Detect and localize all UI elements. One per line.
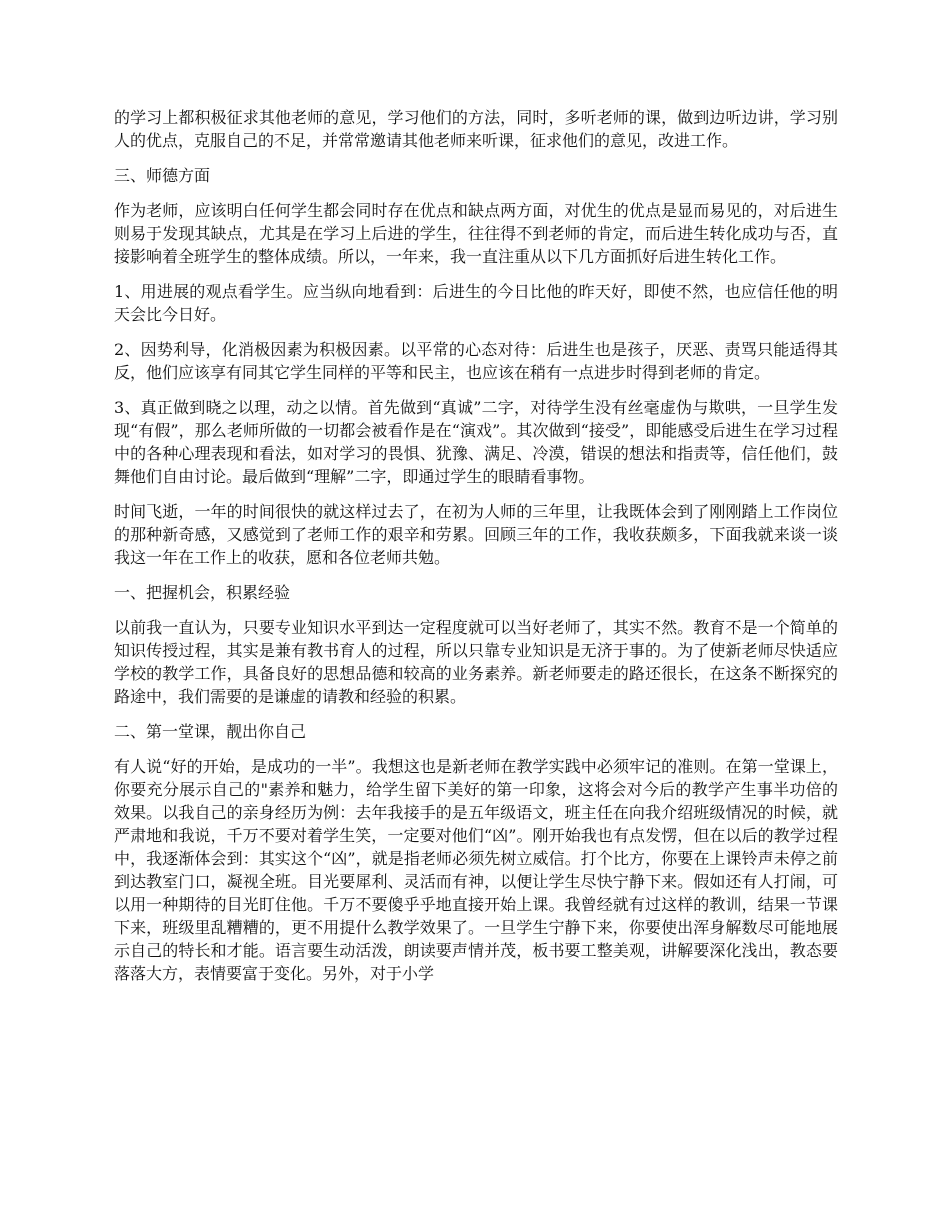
paragraph: 以前我一直认为，只要专业知识水平到达一定程度就可以当好老师了，其实不然。教育不是一个简单的知识传授过程，其实是兼有教书育人的过程，所以只靠专业知识是无济于事的。为了使新老师尽快适应学校的教学工作，具备良好的思想品德和较高的业务素养。新老师要走的路还很长，在这条不断探究的路途中，我们需要的是谦虚的请教和经验的积累。	[114, 618, 838, 706]
paragraph: 1、用进展的观点看学生。应当纵向地看到：后进生的今日比他的昨天好，即使不然，也应信任他的明天会比今日好。	[114, 282, 838, 324]
paragraph: 作为老师，应该明白任何学生都会同时存在优点和缺点两方面，对优生的优点是显而易见的，对后进生则易于发现其缺点，尤其是在学习上后进的学生，往往得不到老师的肯定，而后进生转化成功与否，直接影响着全班学生的整体成绩。所以，一年来，我一直注重从以下几方面抓好后进生转化工作。	[114, 201, 838, 266]
section-heading: 二、第一堂课，靓出你自己	[114, 722, 307, 741]
document-body	[114, 106, 838, 997]
paragraph: 2、因势利导，化消极因素为积极因素。以平常的心态对待：后进生也是孩子，厌恶、责骂只能适得其反，他们应该享有同其它学生同样的平等和民主，也应该在稍有一点进步时得到老师的肯定。	[114, 340, 838, 382]
paragraph: 的学习上都积极征求其他老师的意见，学习他们的方法，同时，多听老师的课，做到边听边讲，学习别人的优点，克服自己的不足，并常常邀请其他老师来听课，征求他们的意见，改进工作。	[114, 108, 838, 150]
paragraph: 3、真正做到晓之以理，动之以情。首先做到“真诚”二字，对待学生没有丝毫虚伪与欺哄，一旦学生发现“有假”，那么老师所做的一切都会被看作是在“演戏”。其次做到“接受”，即能感受后进生在学习过程中的各种心理表现和看法，如对学习的畏惧、犹豫、满足、冷漠，错误的想法和指责等，信任他们，鼓舞他们自由讨论。最后做到“理解”二字，即通过学生的眼睛看事物。	[114, 398, 838, 486]
paragraph: 时间飞逝，一年的时间很快的就这样过去了，在初为人师的三年里，让我既体会到了刚刚踏上工作岗位的那种新奇感，又感觉到了老师工作的艰辛和劳累。回顾三年的工作，我收获颇多，下面我就来谈一谈我这一年在工作上的收获，愿和各位老师共勉。	[114, 502, 838, 567]
section-heading: 一、把握机会，积累经验	[114, 583, 291, 602]
section-heading: 三、师德方面	[114, 166, 211, 185]
paragraph: 有人说“好的开始，是成功的一半”。我想这也是新老师在教学实践中必须牢记的准则。在第一堂课上，你要充分展示自己的"素养和魅力，给学生留下美好的第一印象，这将会对今后的教学产生事半功倍的效果。以我自己的亲身经历为例：去年我接手的是五年级语文，班主任在向我介绍班级情况的时候，就严肃地和我说，千万不要对着学生笑，一定要对他们“凶”。刚开始我也有点发愣，但在以后的教学过程中，我逐渐体会到：其实这个“凶”，就是指老师必须先树立威信。打个比方，你要在上课铃声未停之前到达教室门口，凝视全班。目光要犀利、灵活而有神，以便让学生尽快宁静下来。假如还有人打闹，可以用一种期待的目光盯住他。千万不要傻乎乎地直接开始上课。我曾经就有过这样的教训，结果一节课下来，班级里乱糟糟的，更不用提什么教学效果了。一旦学生宁静下来，你要使出浑身解数尽可能地展示自己的特长和才能。语言要生动活泼，朗读要声情并茂，板书要工整美观，讲解要深化浅出，教态要落落大方，表情要富于变化。另外，对于小学	[114, 757, 838, 983]
